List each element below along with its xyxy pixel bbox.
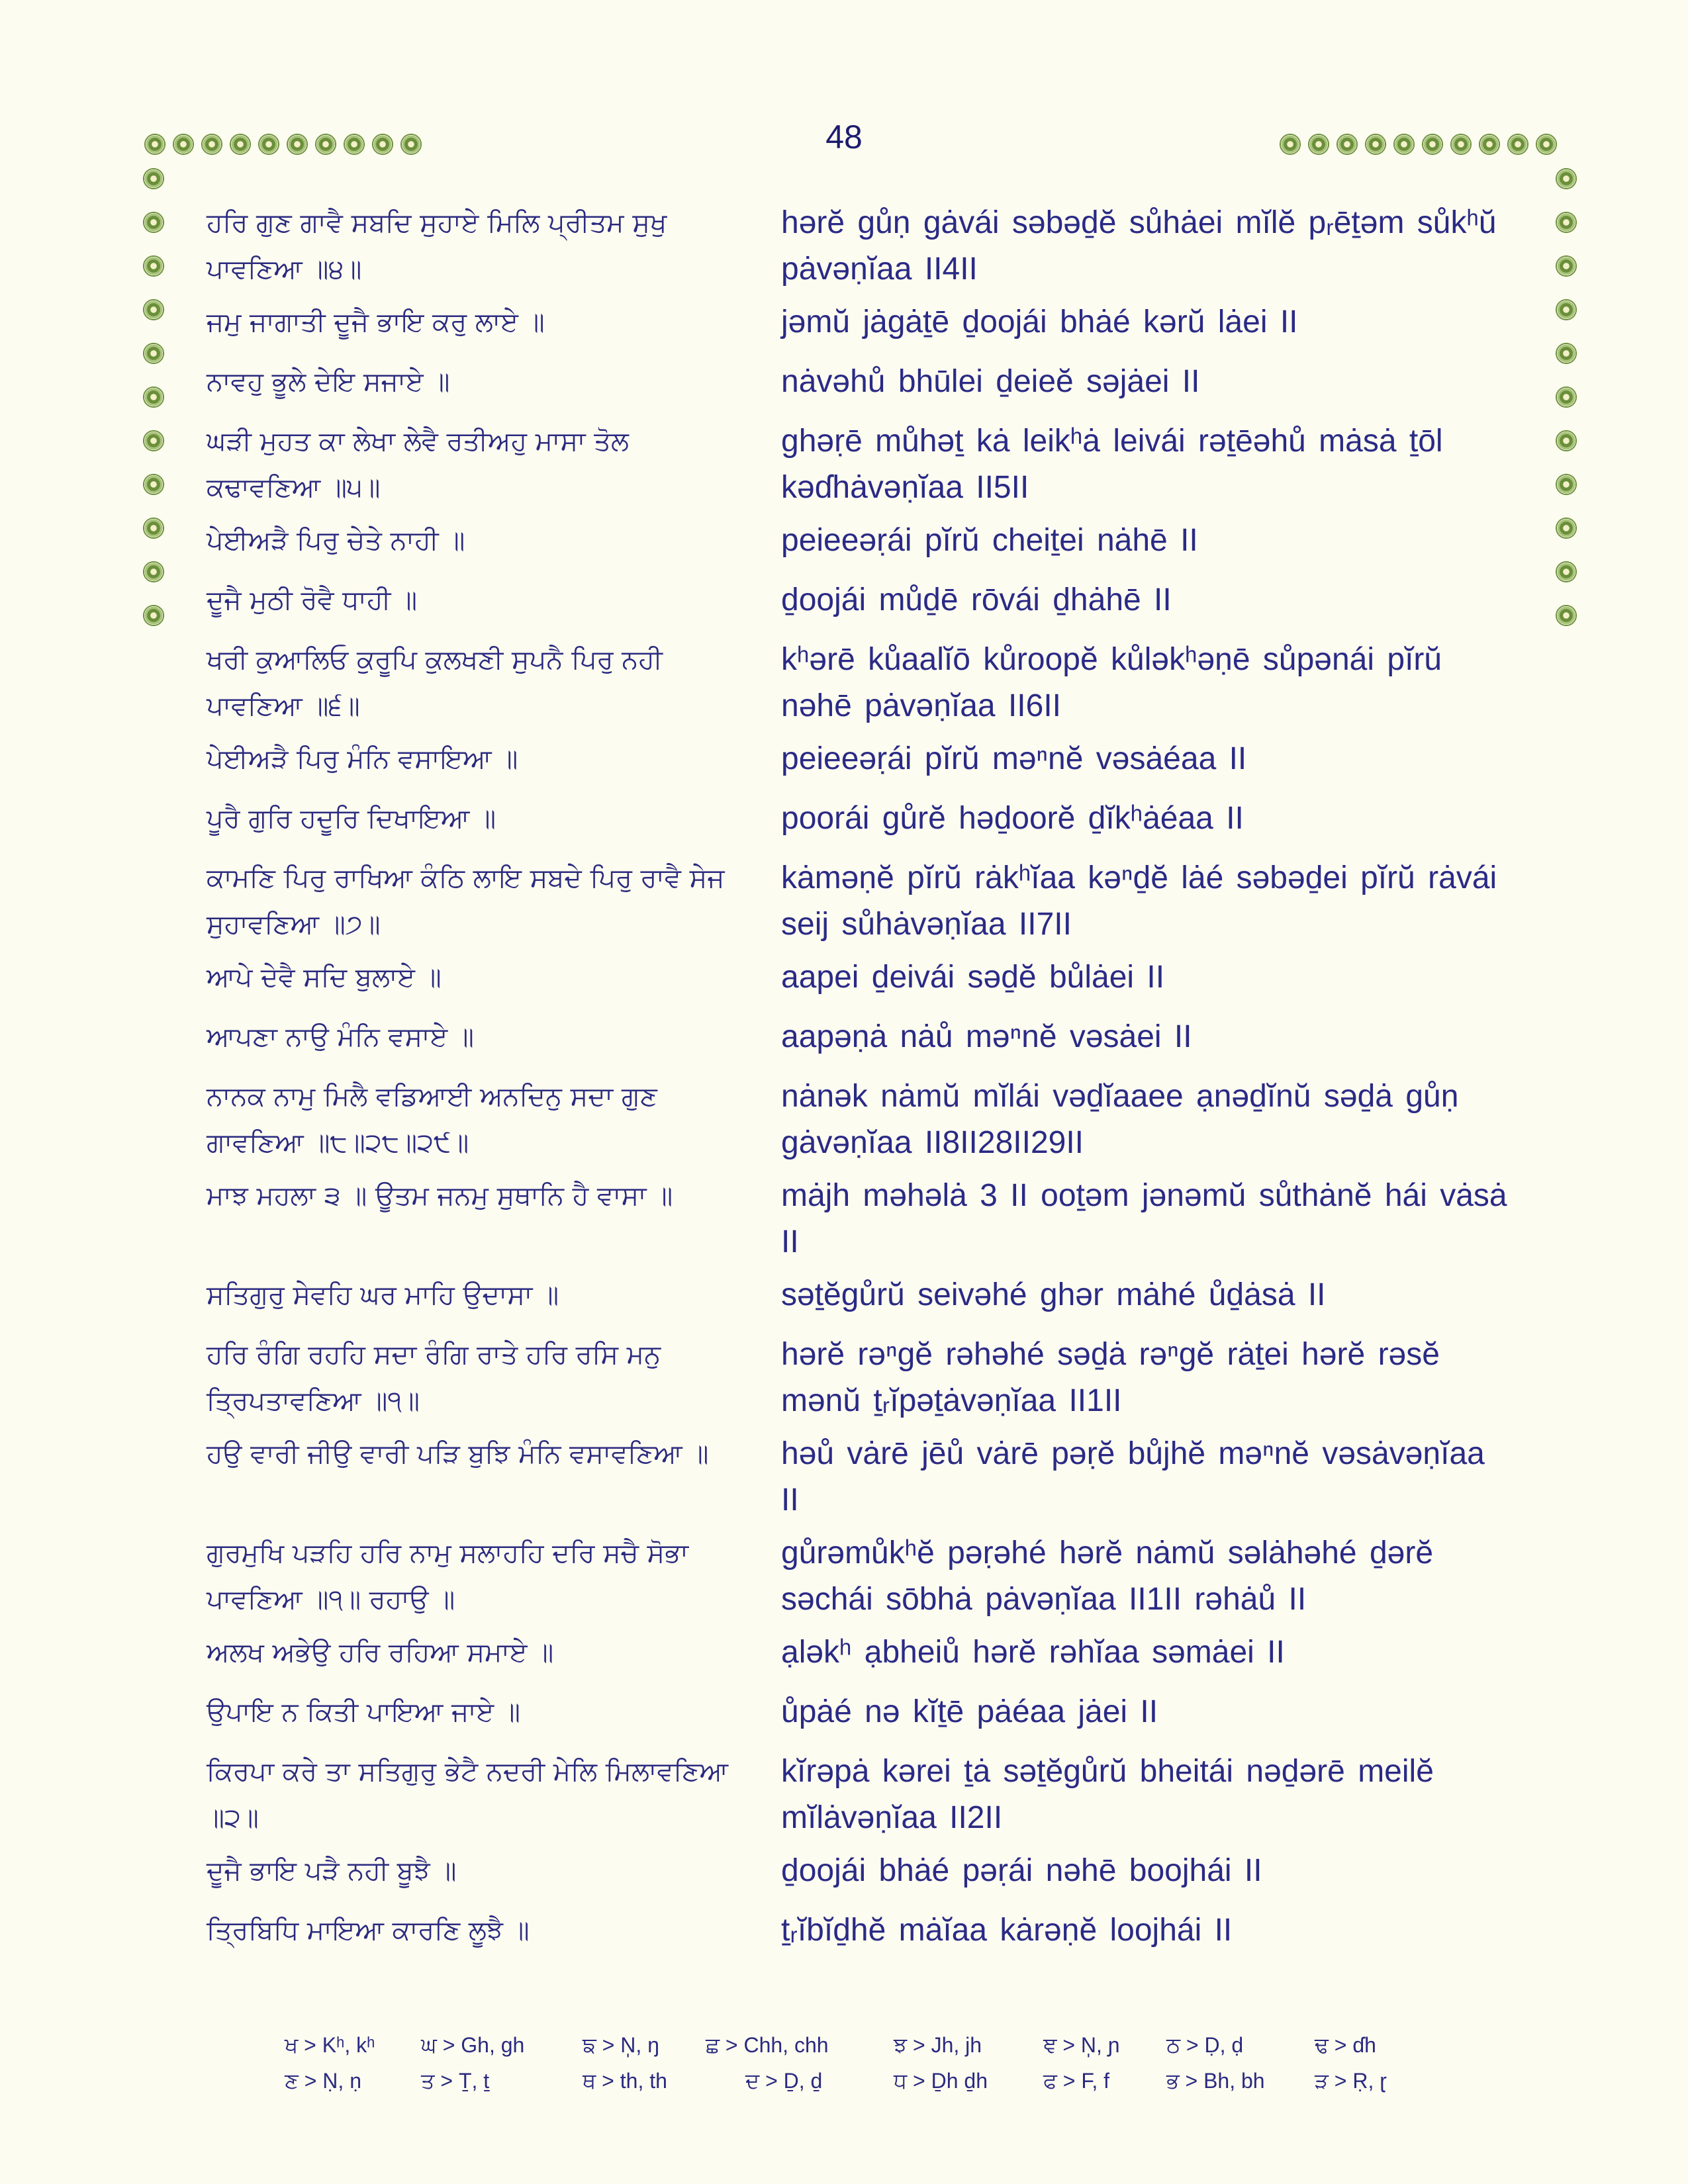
gurmukhi-text: ਨਾਵਹੁ ਭੂਲੇ ਦੇਇ ਸਜਾਏ ॥ [207,367,450,397]
transliteration-text: peieeəṛái pĭrŭ məⁿnĕ vəsȧéaa II [781,741,1247,776]
transliteration-text: ghəṛē můhəṯ kȧ leikʰȧ leivái rəṯēəhů mȧsȧ ṯōl kəɗhȧvəṇĭaa II5II [781,424,1443,505]
legend-item: ਢ > ɗh [1315,2033,1376,2057]
gurmukhi-text: ਪੂਰੈ ਗੁਰਿ ਹਦੂਰਿ ਦਿਖਾਇਆ ॥ [207,803,496,834]
gurmukhi-text: ਕਿਰਪਾ ਕਰੇ ਤਾ ਸਤਿਗੁਰੁ ਭੇਟੈ ਨਦਰੀ ਮੇਲਿ ਮਿਲਾਵਣਿਆ ॥੨॥ [207,1756,728,1833]
gurmukhi-text: ਖਰੀ ਕੁਆਲਿਓ ਕੁਰੂਪਿ ਕੁਲਖਣੀ ਸੁਪਨੈ ਪਿਰੁ ਨਹੀ ਪਾਵਣਿਆ ॥੬॥ [207,645,663,721]
gurmukhi-text: ਕਾਮਣਿ ਪਿਰੁ ਰਾਖਿਆ ਕੰਠਿ ਲਾਇ ਸਬਦੇ ਪਿਰੁ ਰਾਵੈ ਸੇਜ ਸੁਹਾਵਣਿਆ ॥੭॥ [207,863,725,940]
transliteration-text: aapəṇȧ nȧů məⁿnĕ vəsȧei II [781,1019,1192,1054]
legend-item: ਭ > Bh, bh [1166,2069,1265,2093]
transliteration-text: gůrəmůkʰĕ pəṛəhé hərĕ nȧmŭ səlȧhəhé ḏərĕ səchái sōbhȧ pȧvəṇĭaa II1II rəhȧů II [781,1535,1434,1617]
transliteration-text: peieeəṛái pĭrŭ cheiṯei nȧhē II [781,523,1198,558]
gurmukhi-text: ਉਪਾਇ ਨ ਕਿਤੀ ਪਾਇਆ ਜਾਏ ॥ [207,1697,520,1727]
gurmukhi-text: ਹਉ ਵਾਰੀ ਜੀਉ ਵਾਰੀ ਪੜਿ ਬੁਝਿ ਮੰਨਿ ਵਸਾਵਣਿਆ ॥ [207,1439,709,1469]
legend-item: ਙ > N̩, ŋ [583,2033,659,2057]
transliteration-text: aapei ḏeivái səḏĕ bůlȧei II [781,960,1165,995]
legend-item: ਣ > Ṇ, ṇ [285,2069,361,2093]
transliteration-text: kʰərē kůaalĭō kůroopĕ kůləkʰəṇē sůpənái pĭrŭ nəhē pȧvəṇĭaa II6II [781,642,1442,723]
legend-item: ਥ > th, th [583,2069,667,2093]
transliteration-text: nȧvəhů bhūlei ḏeieĕ səjȧei II [781,364,1200,399]
gurmukhi-text: ਆਪੇ ਦੇਵੈ ਸਦਿ ਬੁਲਾਏ ॥ [207,962,442,993]
gurmukhi-text: ਘੜੀ ਮੁਹਤ ਕਾ ਲੇਖਾ ਲੇਵੈ ਰਤੀਅਹੁ ਮਾਸਾ ਤੋਲ ਕਢਾਵਣਿਆ ॥੫॥ [207,426,629,503]
transliteration-text: nȧnək nȧmŭ mĭlái vəḏĭaaee ạnəḏĭnŭ səḏȧ gůṇ gȧvəṇĭaa II8II28II29II [781,1079,1459,1160]
transliteration-text: hərĕ gůṇ gȧvái səbəḏĕ sůhȧei mĭlĕ pᵣēṯəm sůkʰŭ pȧvəṇĭaa II4II [781,205,1497,287]
transliteration-text: kȧməṇĕ pĭrŭ rȧkʰĭaa kəⁿḏĕ lȧé səbəḏei pĭrŭ rȧvái seij sůhȧvəṇĭaa II7II [781,860,1497,942]
transliteration-text: ḏoojái bhȧé pəṛái nəhē boojhái II [781,1853,1262,1888]
transliteration-text: həů vȧrē jēů vȧrē pəṛĕ bůjhĕ məⁿnĕ vəsȧvəṇĭaa II [781,1436,1485,1518]
transliteration-text: kĭrəpȧ kərei ṯȧ səṯĕgůrŭ bheitái nəḏərē meilĕ mĭlȧvəṇĭaa II2II [781,1754,1434,1835]
gurmukhi-text: ਤ੍ਰਿਬਿਧਿ ਮਾਇਆ ਕਾਰਣਿ ਲੂਝੈ ॥ [207,1915,530,1946]
legend-item: ਘ > Gh, gh [421,2033,525,2057]
legend-item: ਫ > F, f [1043,2069,1110,2093]
gurmukhi-text: ਸਤਿਗੁਰੁ ਸੇਵਹਿ ਘਰ ਮਾਹਿ ਉਦਾਸਾ ॥ [207,1280,559,1310]
legend-item: ਖ > Kʰ, kʰ [285,2033,375,2057]
transliteration-text: poorái gůrĕ həḏoorĕ ḏĭkʰȧéaa II [781,801,1244,836]
gurmukhi-text: ਹਰਿ ਗੁਣ ਗਾਵੈ ਸਬਦਿ ਸੁਹਾਏ ਮਿਲਿ ਪ੍ਰੀਤਮ ਸੁਖੁ ਪਾਵਣਿਆ ॥੪॥ [207,208,667,285]
transliteration-text: ṯᵣĭbĭḏhĕ mȧĭaa kȧrəṇĕ loojhái II [781,1913,1233,1948]
legend-item: ਝ > Jh, jh [894,2033,982,2057]
legend-item: ਠ > Ḍ, ḍ [1166,2033,1244,2057]
legend-item: ਦ > Ḏ, ḏ [745,2069,823,2093]
legend-item: ਛ > Chh, chh [706,2033,829,2057]
legend-item: ੜ > Ṛ, ɽ [1315,2069,1387,2093]
legend-item: ਤ > Ṯ, ṯ [421,2069,490,2093]
gurmukhi-text: ਅਲਖ ਅਭੇਉ ਹਰਿ ਰਹਿਆ ਸਮਾਏ ॥ [207,1637,554,1668]
gurmukhi-text: ਪੇਈਅੜੈ ਪਿਰੁ ਚੇਤੇ ਨਾਹੀ ॥ [207,525,465,556]
gurmukhi-text: ਹਰਿ ਰੰਗਿ ਰਹਹਿ ਸਦਾ ਰੰਗਿ ਰਾਤੇ ਹਰਿ ਰਸਿ ਮਨੁ ਤ੍ਰਿਪਤਾਵਣਿਆ ॥੧॥ [207,1340,661,1416]
gurmukhi-text: ਦੂਜੈ ਭਾਇ ਪੜੈ ਨਹੀ ਬੂਝੈ ॥ [207,1856,457,1886]
gurmukhi-text: ਦੂਜੈ ਮੁਠੀ ਰੋਵੈ ਧਾਹੀ ॥ [207,585,418,615]
transliteration-text: jəmŭ jȧgȧṯē ḏoojái bhȧé kərŭ lȧei II [781,304,1298,340]
gurmukhi-text: ਪੇਈਅੜੈ ਪਿਰੁ ਮੰਨਿ ਵਸਾਇਆ ॥ [207,744,518,774]
gurmukhi-text: ਆਪਣਾ ਨਾਉ ਮੰਨਿ ਵਸਾਏ ॥ [207,1022,474,1052]
legend-item: ਧ > Ḏh ḏh [894,2069,988,2093]
page-number: 48 [825,118,863,156]
transliteration-text: səṯĕgůrŭ seivəhé ghər mȧhé ůḏȧsȧ II [781,1277,1326,1312]
gurmukhi-text: ਮਾਝ ਮਹਲਾ ੩ ॥ ਊਤਮ ਜਨਮੁ ਸੁਥਾਨਿ ਹੈ ਵਾਸਾ ॥ [207,1181,673,1211]
transliteration-text: ůpȧé nə kĭṯē pȧéaa jȧei II [781,1694,1158,1729]
gurmukhi-text: ਨਾਨਕ ਨਾਮੁ ਮਿਲੈ ਵਡਿਆਈ ਅਨਦਿਨੁ ਸਦਾ ਗੁਣ ਗਾਵਣਿਆ ॥੮॥੨੮॥੨੯॥ [207,1081,657,1158]
transliteration-text: ạləkʰ ạbheiů hərĕ rəhĭaa səmȧei II [781,1635,1285,1670]
transliteration-text: ḏoojái můḏē rōvái ḏhȧhē II [781,582,1172,617]
transliteration-text: hərĕ rəⁿgĕ rəhəhé səḏȧ rəⁿgĕ rȧṯei hərĕ rəsĕ mənŭ ṯᵣĭpəṯȧvəṇĭaa II1II [781,1337,1440,1418]
gurmukhi-text: ਜਮੁ ਜਾਗਾਤੀ ਦੂਜੈ ਭਾਇ ਕਰੁ ਲਾਏ ॥ [207,307,545,338]
transliteration-legend [0,2033,1688,2106]
transliteration-text: mȧjh məhəlȧ 3 II ooṯəm jənəmŭ sůthȧnĕ hái vȧsȧ II [781,1178,1507,1259]
legend-item: ਞ > N̩, ɲ [1043,2033,1120,2057]
gurmukhi-text: ਗੁਰਮੁਖਿ ਪੜਹਿ ਹਰਿ ਨਾਮੁ ਸਲਾਹਹਿ ਦਰਿ ਸਚੈ ਸੋਭਾ ਪਾਵਣਿਆ ॥੧॥ ਰਹਾਉ ॥ [207,1538,689,1615]
